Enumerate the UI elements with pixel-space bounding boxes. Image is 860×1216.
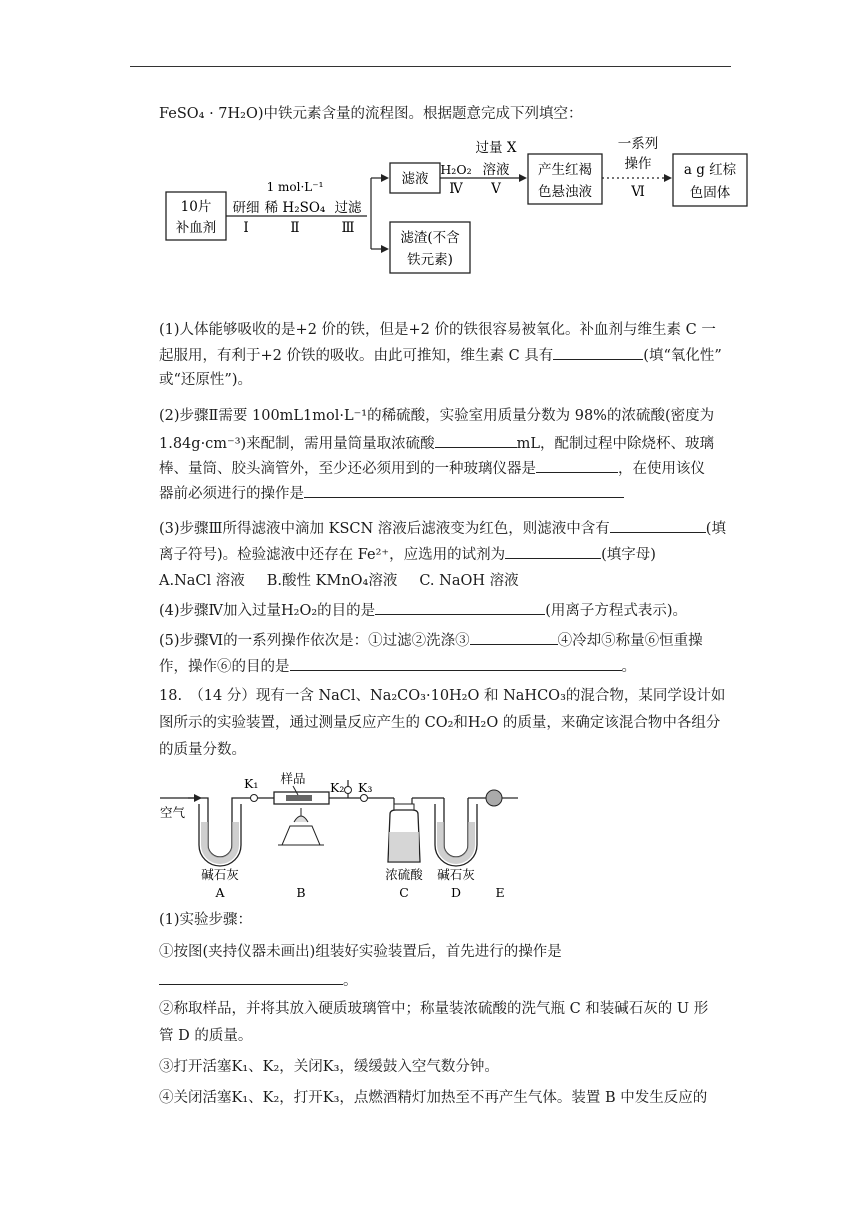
letter-a: A [215,885,225,900]
q18-line3: 的质量分数。 [159,742,246,758]
flowchart [160,136,760,281]
q3-line2-end: (填字母) [601,547,656,563]
suspension-box [528,154,602,204]
filtrate-box [390,163,440,193]
letter-b: B [296,885,306,900]
q3-option-c: C. NaOH 溶液 [419,573,519,589]
top-rule [130,66,731,67]
q5-line2-end: 。 [621,659,636,675]
step2-line2: 管 D 的质量。 [159,1028,253,1044]
q3-line2-text: 离子符号)。检验滤液中还存在 Fe²⁺，应选用的试剂为 [159,547,506,563]
q2-line1: (2)步骤Ⅱ需要 100mL1mol·L⁻¹的稀硫酸，实验室用质量分数为 98%的浓硫酸(密度为 [159,408,715,424]
q2-line2 [159,433,714,454]
valve-k3-icon [361,795,368,802]
gas-washing-bottle-c [388,804,420,862]
q2-line2-end: mL，配制过程中除烧杯、玻璃 [516,436,715,452]
q3-line1 [159,518,726,539]
air-label: 空气 [160,805,186,820]
q2-line3-end: ，在使用该仪 [618,461,705,477]
q3-option-a: A.NaCl 溶液 [159,573,245,589]
q5-line1 [159,630,703,651]
q4-line [159,600,687,621]
steps-title: (1)实验步骤： [159,912,253,928]
q1-line3: 或“还原性”)。 [159,372,252,388]
q3-line2 [159,544,656,565]
step4-num: Ⅳ [449,181,463,197]
q3-line1-end: (填 [705,521,726,537]
arrow-to-residue [381,245,389,253]
step5-num: Ⅴ [491,181,501,197]
step2-num: Ⅱ [290,220,300,236]
step1-end: 。 [343,973,358,989]
q2-line4 [159,483,624,504]
letter-c: C [399,885,409,900]
apparatus-diagram [158,770,528,905]
start-box-line2: 补血剂 [175,220,217,236]
step6-label1: 一系列 [617,136,659,152]
arrow-to-solid [664,174,672,182]
q3-options [159,571,519,591]
step1-num: Ⅰ [243,220,249,236]
q3-line1-text: (3)步骤Ⅲ所得滤液中滴加 KSCN 溶液后滤液变为红色，则滤液中含有 [159,521,610,537]
step5-label2: 溶液 [482,162,510,178]
q1-answer-blank[interactable] [553,345,643,360]
step4-line: ④关闭活塞K₁、K₂，打开K₃，点燃酒精灯加热至不再产生气体。装置 B 中发生反应的 [159,1090,708,1106]
q5-purpose-blank[interactable] [290,656,622,671]
q2-line2-text: 1.84g·cm⁻³)来配制，需用量筒量取浓硫酸 [159,436,435,452]
step6-num: Ⅵ [631,184,645,200]
filtrate-label: 滤液 [401,171,429,187]
drying-tube-e [486,790,518,806]
step2-label: 稀 H₂SO₄ [264,200,326,216]
k3-label: K₃ [358,780,373,795]
q2-volume-blank[interactable] [435,433,517,448]
u-tube-d [435,798,477,866]
sample-icon [286,795,312,801]
suspension-line2: 色悬浊液 [538,184,592,200]
residue-line1: 滤渣(不含 [400,230,460,246]
q3-reagent-blank[interactable] [505,544,601,559]
q4-end: (用离子方程式表示)。 [545,603,688,619]
k2-label: K₂ [330,780,345,795]
step3-label: 过滤 [334,200,362,216]
soda-lime-a-label: 碱石灰 [201,867,239,882]
step1-answer-blank[interactable] [159,970,343,985]
q5-line1-end: ④冷却⑤称量⑥恒重操 [557,633,703,649]
q2-line3 [159,458,705,479]
solid-line1: a g 红棕 [683,162,737,178]
suspension-line1: 产生红褐 [538,162,592,178]
q5-line2-text: 作，操作⑥的目的是 [159,659,290,675]
valve-k2-icon [345,787,352,794]
solid-box [673,154,747,206]
residue-box [390,222,470,273]
q2-line4-text: 器前必须进行的操作是 [159,486,304,502]
q18-line1: 18. （14 分）现有一含 NaCl、Na₂CO₃·10H₂O 和 NaHCO₃的混合物，某同学设计如 [159,688,726,704]
step6-label2: 操作 [624,156,652,172]
q2-instrument-blank[interactable] [536,458,618,473]
q2-operation-blank[interactable] [304,483,624,498]
q5-line2 [159,656,636,677]
q4-text: (4)步骤Ⅳ加入过量H₂O₂的目的是 [159,603,376,619]
letter-e: E [495,885,505,900]
q1-line2 [159,345,722,366]
residue-line2: 铁元素) [407,252,453,268]
q3-ion-blank[interactable] [610,518,706,533]
conc-acid-label: 浓硫酸 [385,867,423,882]
q5-step-blank[interactable] [470,630,558,645]
valve-k1-icon [251,795,258,802]
intro-line: FeSO₄ · 7H₂O)中铁元素含量的流程图。根据题意完成下列填空： [159,106,583,122]
start-box [166,192,226,240]
step5-label1: 过量 X [475,140,517,156]
sample-label: 样品 [280,771,306,786]
k1-label: K₁ [244,776,259,791]
soda-lime-d-label: 碱石灰 [437,867,475,882]
q3-option-b: B.酸性 KMnO₄溶液 [266,573,398,589]
q5-line1-text: (5)步骤Ⅵ的一系列操作依次是：①过滤②洗涤③ [159,633,470,649]
start-box-line1: 10片 [180,199,212,215]
q2-line3-text: 棒、量筒、胶头滴管外，至少还必须用到的一种玻璃仪器是 [159,461,536,477]
step1-label: 研细 [232,200,260,216]
arrow-to-suspension [519,174,527,182]
q1-line2-text: 起服用，有利于+2 价铁的吸收。由此可推知，维生素 C 具有 [159,348,554,364]
q1-line1: (1)人体能够吸收的是+2 价的铁，但是+2 价的铁很容易被氧化。补血剂与维生素 C 一 [159,322,716,338]
step4-label: H₂O₂ [440,162,472,177]
step2-line1: ②称取样品，并将其放入硬质玻璃管中；称量装浓硫酸的洗气瓶 C 和装碱石灰的 U 形 [159,1001,709,1017]
solid-line2: 色固体 [689,185,731,201]
arrow-to-filtrate [381,174,389,182]
step2-conc: 1 mol·L⁻¹ [266,180,324,194]
q4-equation-blank[interactable] [375,600,545,615]
step1-blank-line [159,970,358,991]
u-tube-a [188,798,254,866]
q18-line2: 图所示的实验装置，通过测量反应产生的 CO₂和H₂O 的质量，来确定该混合物中各组分 [159,715,721,731]
step3-num: Ⅲ [341,220,355,236]
q1-line2-end: (填“氧化性” [643,348,722,364]
step1-line: ①按图(夹持仪器未画出)组装好实验装置后，首先进行的操作是 [159,944,562,960]
step3-line: ③打开活塞K₁、K₂，关闭K₃，缓缓鼓入空气数分钟。 [159,1059,499,1075]
letter-d: D [450,885,462,900]
alcohol-lamp-icon [278,808,324,845]
